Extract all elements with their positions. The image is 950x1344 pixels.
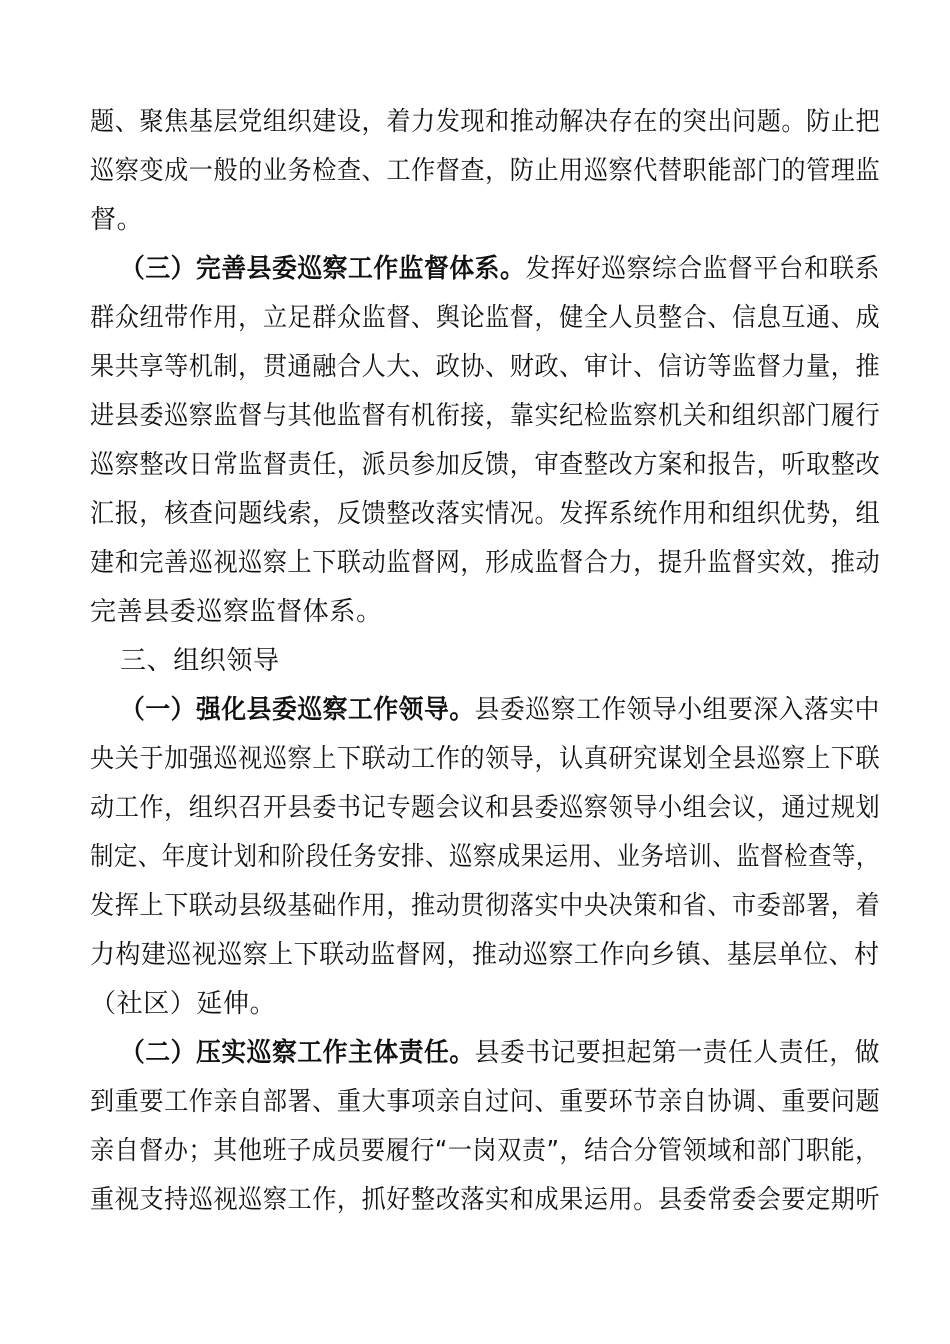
- body-line: 建和完善巡视巡察上下联动监督网，形成监督合力，提升监督实效，推动: [90, 548, 881, 578]
- body-line: 央关于加强巡视巡察上下联动工作的领导，认真研究谋划全县巡察上下联: [90, 744, 881, 774]
- section-heading: （二）压实巡察工作主体责任。: [120, 1038, 475, 1068]
- body-line: 完善县委巡察监督体系。: [90, 597, 383, 627]
- section-heading-line: （一）强化县委巡察工作领导。县委巡察工作领导小组要深入落实中: [120, 695, 881, 725]
- body-line: 亲自督办；其他班子成员要履行“一岗双责”，结合分管领域和部门职能，: [90, 1136, 880, 1166]
- body-line: 督。: [90, 205, 144, 235]
- body-line: 进县委巡察监督与其他监督有机衔接，靠实纪检监察机关和组织部门履行: [90, 401, 881, 431]
- body-line: 发挥上下联动县级基础作用，推动贯彻落实中央决策和省、市委部署，着: [90, 891, 881, 921]
- body-line: 巡察整改日常监督责任，派员参加反馈，审查整改方案和报告，听取整改: [90, 450, 881, 480]
- body-line: 力构建巡视巡察上下联动监督网，推动巡察工作向乡镇、基层单位、村: [90, 940, 880, 970]
- section-heading: （一）强化县委巡察工作领导。: [120, 695, 475, 725]
- body-line: 群众纽带作用，立足群众监督、舆论监督，健全人员整合、信息互通、成: [90, 303, 881, 333]
- body-line: 汇报，核查问题线索，反馈整改落实情况。发挥系统作用和组织优势，组: [90, 499, 881, 529]
- section-heading: （三）完善县委巡察工作监督体系。: [120, 254, 526, 284]
- body-line: 制定、年度计划和阶段任务安排、巡察成果运用、业务培训、监督检查等，: [90, 842, 880, 872]
- body-line: 到重要工作亲自部署、重大事项亲自过问、重要环节亲自协调、重要问题: [90, 1087, 881, 1117]
- body-line: 题、聚焦基层党组织建设，着力发现和推动解决存在的突出问题。防止把: [90, 107, 881, 137]
- section-heading-line: （二）压实巡察工作主体责任。县委书记要担起第一责任人责任，做: [120, 1038, 881, 1068]
- section-heading-line: （三）完善县委巡察工作监督体系。发挥好巡察综合监督平台和联系: [120, 254, 881, 284]
- body-line: 巡察变成一般的业务检查、工作督查，防止用巡察代替职能部门的管理监: [90, 156, 881, 186]
- body-line: 动工作，组织召开县委书记专题会议和县委巡察领导小组会议，通过规划: [90, 793, 881, 823]
- body-line: 果共享等机制，贯通融合人大、政协、财政、审计、信访等监督力量，推: [90, 352, 881, 382]
- chapter-heading: 三、组织领导: [120, 646, 280, 676]
- body-line: （社区）延伸。: [90, 989, 277, 1019]
- body-line: 重视支持巡视巡察工作，抓好整改落实和成果运用。县委常委会要定期听: [90, 1185, 881, 1215]
